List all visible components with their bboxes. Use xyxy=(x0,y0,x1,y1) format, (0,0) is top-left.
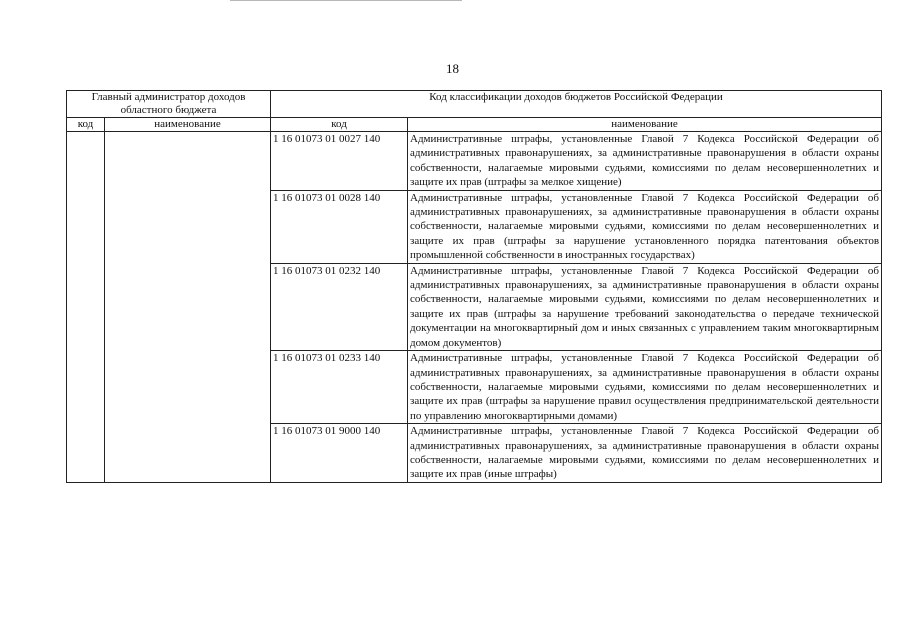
classification-group-header: Код классификации доходов бюджетов Российской Федерации xyxy=(271,91,882,118)
admin-code-cell xyxy=(67,132,105,483)
class-code-header: код xyxy=(271,118,408,132)
revenue-name-cell: Административные штрафы, установленные Главой 7 Кодекса Российской Федерации об административных правонарушениях, за административные правонарушения в области охраны собственности, налагаемые мировыми судьями, комиссиями по делам несовершеннолетних и защите их прав (штрафы за нарушение установленного порядка патентования объектов промышленной собственности в иностранных государствах) xyxy=(408,190,882,263)
admin-code-header: код xyxy=(67,118,105,132)
class-name-header: наименование xyxy=(408,118,882,132)
revenue-code-cell: 1 16 01073 01 0232 140 xyxy=(271,263,408,350)
table-group-header-row xyxy=(67,91,882,118)
admin-group-header: Главный администратор доходов областного бюджета xyxy=(67,91,271,118)
page-number: 18 xyxy=(446,61,459,76)
admin-name-cell xyxy=(105,132,271,483)
revenue-classification-table xyxy=(66,90,882,483)
revenue-code-cell: 1 16 01073 01 0233 140 xyxy=(271,351,408,424)
admin-name-header: наименование xyxy=(105,118,271,132)
table-column-header-row xyxy=(67,118,882,132)
table-row xyxy=(67,132,882,191)
scan-edge-line xyxy=(230,0,462,1)
revenue-code-cell: 1 16 01073 01 0028 140 xyxy=(271,190,408,263)
revenue-name-cell: Административные штрафы, установленные Главой 7 Кодекса Российской Федерации об административных правонарушениях, за административные правонарушения в области охраны собственности, налагаемые мировыми судьями, комиссиями по делам несовершеннолетних и защите их прав (штрафы за нарушение требований законодательства о передаче технической документации на многоквартирный дом и иных связанных с управлением таким многоквартирным домом документов) xyxy=(408,263,882,350)
revenue-code-cell: 1 16 01073 01 9000 140 xyxy=(271,424,408,483)
revenue-name-cell: Административные штрафы, установленные Главой 7 Кодекса Российской Федерации об административных правонарушениях, за административные правонарушения в области охраны собственности, налагаемые мировыми судьями, комиссиями по делам несовершеннолетних и защите их прав (иные штрафы) xyxy=(408,424,882,483)
revenue-name-cell: Административные штрафы, установленные Главой 7 Кодекса Российской Федерации об административных правонарушениях, за административные правонарушения в области охраны собственности, налагаемые мировыми судьями, комиссиями по делам несовершеннолетних и защите их прав (штрафы за нарушение правил осуществления предпринимательской деятельности по управлению многоквартирными домами) xyxy=(408,351,882,424)
revenue-name-cell: Административные штрафы, установленные Главой 7 Кодекса Российской Федерации об административных правонарушениях, за административные правонарушения в области охраны собственности, налагаемые мировыми судьями, комиссиями по делам несовершеннолетних и защите их прав (штрафы за мелкое хищение) xyxy=(408,132,882,191)
revenue-code-cell: 1 16 01073 01 0027 140 xyxy=(271,132,408,191)
